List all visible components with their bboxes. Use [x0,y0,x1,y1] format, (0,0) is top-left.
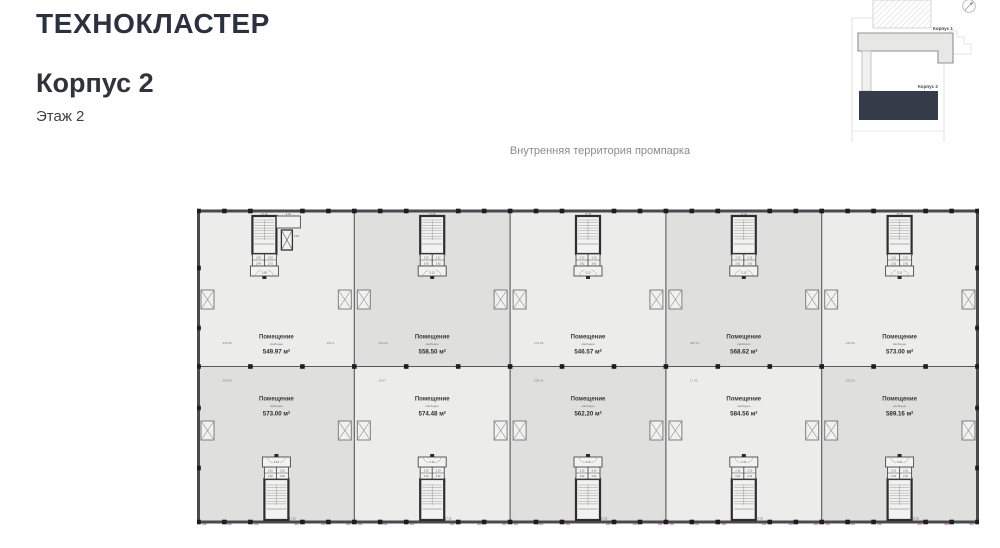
compass-icon [963,0,976,12]
axis-ref: 173.46 [534,341,544,345]
column-marker [326,209,331,214]
dim-label: 2.62 [903,262,909,266]
column-marker [326,520,331,525]
dim-label: 2.62 [891,262,897,266]
elevator-shaft-icon [338,290,351,309]
unit-area: 574.48 м² [418,410,446,418]
unit-area: 558.50 м² [418,348,446,356]
column-marker [638,209,643,214]
dim-label: 2.10 [591,256,597,260]
elevator-shaft-icon [650,290,663,309]
unit-name: Помещение [414,334,450,341]
dim-label: 2.10 [435,469,441,473]
dim-label: 2.62 [591,475,597,479]
dim-label: 17.26 [756,517,764,521]
axis-ref: 17.42 [689,378,698,383]
dim-label: 2.10 [735,469,741,473]
column-marker [923,364,928,369]
unit-name: Помещение [414,396,450,403]
column-marker [768,209,773,214]
unit-area: 573.00 м² [885,348,914,356]
dim-label: 2.62 [747,262,753,266]
site-territory-label: Внутренняя территория промпарка [509,145,691,157]
dim-label: 3.44 [293,235,299,238]
dim-label: 5.15 [741,461,747,465]
column-marker [300,364,305,369]
dim-label: 2.62 [279,475,285,479]
minimap-building-korpus2[interactable] [859,91,938,120]
dim-label: 2.10 [279,469,285,473]
stair-core [574,212,602,279]
building-title: Корпус 2 [36,68,154,98]
dim-label: 17.26 [428,213,436,217]
elevator-shaft-icon [201,290,214,309]
column-marker [845,209,850,214]
column-marker [197,266,201,271]
elevator-shaft-icon [669,290,682,309]
column-marker [716,520,721,525]
column-marker [197,326,201,331]
dim-label: 17.26 [912,517,919,521]
column-marker [197,406,201,411]
unit-name: Помещение [882,334,917,341]
dim-label: 17.26 [261,213,268,217]
column-marker [222,209,227,214]
dim-label: 2.10 [423,469,429,473]
column-marker [664,520,669,525]
elevator-shaft-icon [201,421,214,440]
column-marker [482,520,487,525]
stair-core [730,212,758,279]
elevator-shaft-icon [825,421,838,440]
unit-name: Помещение [570,334,606,341]
dim-label: 2.10 [903,469,909,473]
unit-status: свободно [737,404,751,409]
dim-label: 2.62 [591,262,597,266]
column-marker [197,520,201,525]
column-marker [352,520,357,525]
dim-label: 2.62 [747,475,753,479]
dim-label: 5.15 [897,271,903,275]
unit-status: свободно [893,404,907,409]
stair-core [418,212,446,279]
column-marker [352,209,357,214]
dim-label: 5.85 [261,271,267,275]
unit-status: свободно [269,404,283,409]
column-marker [690,209,695,214]
column-marker [949,209,954,214]
dim-label: 2.62 [891,475,897,479]
column-marker [352,364,357,369]
dim-label: 2.62 [903,475,909,479]
dim-label: 2.10 [747,469,753,473]
column-marker [794,520,799,525]
dim-label: 17.26 [740,213,748,217]
elevator-shaft-icon [357,290,370,309]
dim-label: 2.10 [591,469,597,473]
dim-label: 2.10 [747,256,753,260]
column-marker [871,520,876,525]
dim-label: 2.10 [435,256,441,260]
elevator-shaft-icon [513,290,526,309]
unit-name: Помещение [259,396,294,403]
column-marker [197,364,201,369]
column-marker [768,520,773,525]
column-marker [975,266,979,271]
unit-area: 584.56 м² [730,410,758,418]
column-marker [560,364,565,369]
column-marker [975,406,979,411]
column-marker [222,520,227,525]
dim-label: 2.10 [891,469,897,473]
column-marker [560,520,565,525]
dim-label: 2.10 [579,469,585,473]
minimap-connector [862,51,871,91]
dim-label: 2.62 [423,262,429,266]
unit-name: Помещение [570,396,606,403]
neighbor-building [873,0,931,28]
dim-label: 5.15 [429,461,435,465]
column-marker [664,209,669,214]
minimap-building-korpus1[interactable] [858,33,953,63]
column-marker [508,364,513,369]
elevator-shaft-icon [962,421,975,440]
column-marker [534,520,539,525]
column-marker [871,209,876,214]
column-marker [248,520,253,525]
column-marker [534,209,539,214]
unit-status: свободно [737,342,751,347]
unit-status: свободно [893,342,907,347]
column-marker [819,520,824,525]
axis-ref: 143.39 [845,341,855,345]
column-marker [300,209,305,214]
column-marker [612,209,617,214]
column-marker [975,520,979,525]
column-marker [378,520,383,525]
column-marker [975,364,979,369]
unit-area: 546.57 м² [574,348,602,356]
column-marker [456,364,461,369]
dim-label: 5.15 [429,271,435,275]
dim-label: 5.15 [273,461,279,465]
column-marker [404,520,409,525]
dim-label: 17.26 [444,517,452,521]
elevator-shaft-icon [650,421,663,440]
axis-ref: 348.74 [689,341,700,345]
column-marker [664,364,669,369]
column-marker [456,209,461,214]
column-marker [612,364,617,369]
dim-label: 2.45 [255,256,261,260]
column-marker [404,209,409,214]
column-marker [560,209,565,214]
unit-name: Помещение [882,396,917,403]
unit-status: свободно [425,404,439,409]
dim-label: 2.10 [423,256,429,260]
unit-name: Помещение [259,334,294,341]
axis-ref: 326.25 [845,378,855,383]
column-marker [845,520,850,525]
unit-area: 589.16 м² [885,410,914,418]
unit-area: 573.00 м² [262,410,291,418]
unit-area: 562.20 м² [574,410,602,418]
floor-plan [197,208,979,526]
elevator-shaft-icon [669,421,682,440]
column-marker [612,520,617,525]
dim-label: 2.62 [735,262,741,266]
column-marker [819,364,824,369]
elevator-shaft-icon [825,290,838,309]
column-marker [768,364,773,369]
column-marker [871,364,876,369]
unit-name: Помещение [726,334,762,341]
dim-label: 2.10 [579,256,585,260]
minimap-korpus2-label: Корпус 2 [917,84,938,89]
dim-label: 17.26 [600,517,608,521]
column-marker [248,209,253,214]
column-marker [949,520,954,525]
dim-label: 2.10 [891,256,897,260]
elevator-shaft-icon [806,290,819,309]
dim-label: 2.19 [267,256,273,260]
dim-label: 2.62 [435,475,441,479]
dim-label: 5.15 [741,271,747,275]
column-marker [300,520,305,525]
dim-label: 17.26 [896,213,903,217]
dim-label: 2.10 [267,469,273,473]
axis-ref: 334.89 [222,378,232,383]
column-marker [716,364,721,369]
dim-label: 2.62 [579,475,585,479]
column-marker [248,364,253,369]
column-marker [404,364,409,369]
column-marker [923,520,928,525]
stair-core [886,212,914,279]
column-marker [638,520,643,525]
unit-status: свободно [425,342,439,347]
dim-label: 2.62 [435,262,441,266]
column-marker [378,209,383,214]
unit-status: свободно [269,342,283,347]
site-minimap [843,0,1000,142]
column-marker [975,209,979,214]
axis-ref: 232.29 [378,341,388,345]
column-marker [819,209,824,214]
elevator-shaft-icon [513,421,526,440]
elevator-shaft-icon [494,421,507,440]
floor-label: Этаж 2 [36,108,85,125]
dim-label: 5.15 [897,461,903,465]
dim-label: 2.62 [423,475,429,479]
dim-label: 5.15 [585,461,591,465]
axis-ref: 228.29 [534,378,544,383]
unit-area: 568.62 м² [730,348,758,356]
column-marker [482,209,487,214]
elevator-shaft-icon [357,421,370,440]
minimap-korpus1-label: Корпус 1 [932,26,953,31]
column-marker [975,326,979,331]
dim-label: 2.62 [579,262,585,266]
elevator-shaft-icon [494,290,507,309]
unit-status: свободно [581,342,595,347]
dim-label: 17.26 [584,213,592,217]
column-marker [197,466,201,471]
unit-name: Помещение [726,396,762,403]
column-marker [508,209,513,214]
column-marker [716,209,721,214]
column-marker [794,209,799,214]
axis-ref: 19.47 [378,378,386,383]
column-marker [508,520,513,525]
column-marker [923,209,928,214]
unit-status: свободно [581,404,595,409]
elevator-shaft-icon [962,290,975,309]
unit-area: 549.97 м² [262,348,291,356]
dim-label: 2.62 [267,475,273,479]
brand-title: ТЕХНОКЛАСТЕР [36,8,270,39]
dim-label: 5.15 [585,271,591,275]
dim-label: 2.72 [267,262,273,266]
axis-ref: 335.49 [222,341,232,345]
axis-ref: 231.4 [326,341,335,345]
column-marker [456,520,461,525]
dim-label: 4.32 [285,213,291,217]
column-marker [197,209,201,214]
column-marker [975,466,979,471]
dim-label: 2.10 [735,256,741,260]
dim-label: 17.26 [289,517,296,521]
dim-label: 2.62 [735,475,741,479]
elevator-shaft-icon [806,421,819,440]
dim-label: 2.10 [903,256,909,260]
elevator-shaft-icon [338,421,351,440]
column-marker [690,520,695,525]
dim-label: 2.40 [255,262,261,266]
